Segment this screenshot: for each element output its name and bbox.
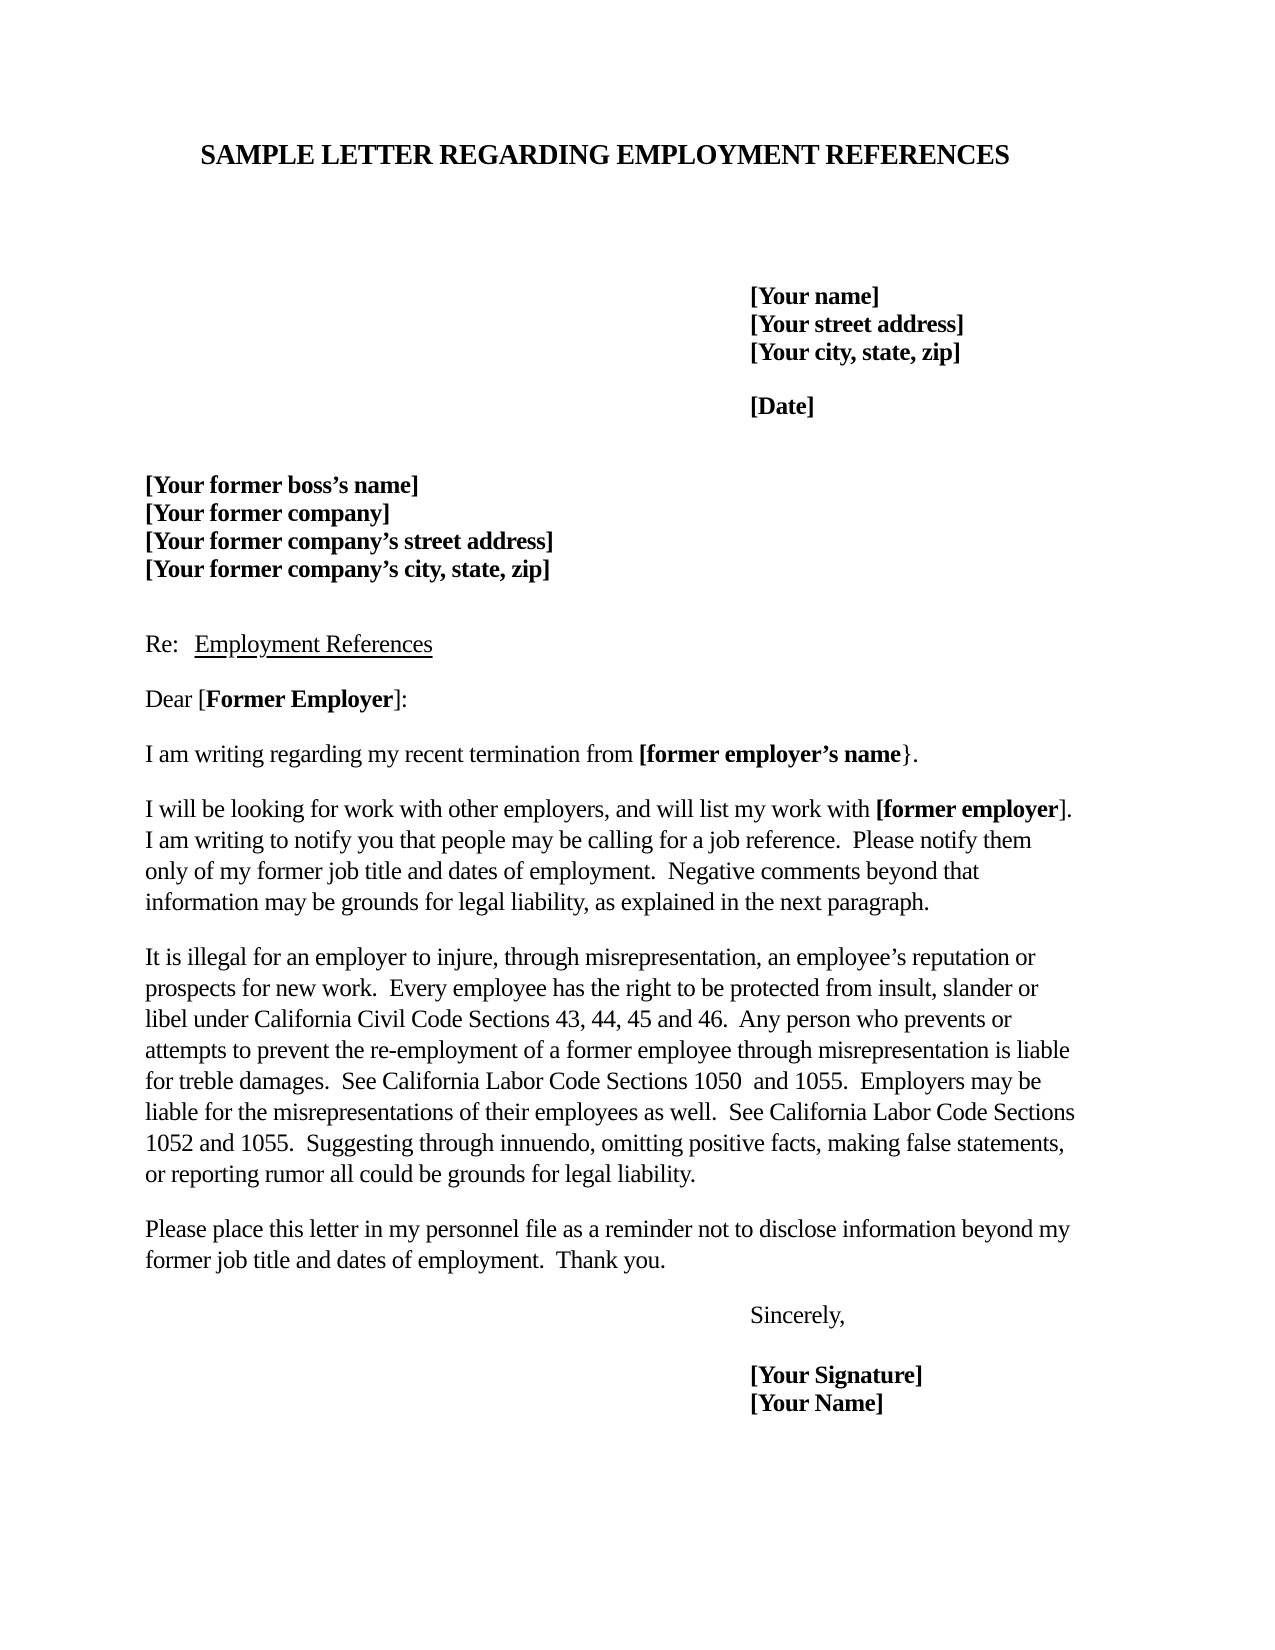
date-placeholder: [Date] [750,393,815,420]
sender-address-block [750,283,1275,367]
recipient-street: [Your former company’s street address] [145,528,554,555]
sender-name: [Your name] [750,283,880,310]
re-label: Re: [145,631,179,658]
recipient-company: [Your former company] [145,500,390,527]
re-subject: Employment References [194,631,433,658]
salutation-prefix: Dear [ [145,686,206,713]
reference-line [145,629,1275,660]
p1-text-end: }. [900,741,919,768]
p4-text: Please place this letter in my personnel file as a reminder not to disclose information beyond my former job title and dates of employment. Thank you. [145,1216,1076,1274]
valediction: Sincerely, [750,1302,846,1329]
sender-city-state-zip: [Your city, state, zip] [750,339,961,366]
p2-text: I will be looking for work with other employers, and will list my work with [145,796,876,823]
p2-bold-placeholder: [former employer [875,796,1059,823]
salutation-line [145,684,1275,715]
salutation-suffix: ]: [392,686,408,713]
recipient-address-block [145,472,1275,584]
sender-street: [Your street address] [750,311,964,338]
p3-text: It is illegal for an employer to injure, through misrepresentation, an employee’s reputation or prospects for new work. Every employee has the right to be protected from insult, slander or libel under California Civil Code Sections 43, 44, 45 and 46. Any person who prevents or attempts to prevent the re-employment of a former employee through misrepresentation is liable for treble damages. See California Labor Code Sections 1050 and 1055. Employers may be liable for the misrepresentations of their employees as well. See California Labor Code Sections 1052 and 1055. Suggesting through innuendo, omitting positive facts, making false statements, or reporting rumor all could be grounds for legal liability. [145,944,1081,1188]
paragraph-legal-liability [145,942,1080,1190]
signature-block [750,1362,1275,1418]
p1-text: I am writing regarding my recent termination from [145,741,639,768]
signature-placeholder: [Your Signature] [750,1362,923,1389]
p1-bold-placeholder: [former employer’s name [638,741,901,768]
recipient-city-state-zip: [Your former company’s city, state, zip] [145,556,550,583]
letter-title: SAMPLE LETTER REGARDING EMPLOYMENT REFERENCES [200,140,1010,171]
recipient-boss-name: [Your former boss’s name] [145,472,419,499]
paragraph-personnel-file [145,1214,1080,1276]
signature-name-placeholder: [Your Name] [750,1390,884,1417]
paragraph-termination [145,739,1080,770]
p2-text-end: ]. I am writing to notify you that people may be calling for a job reference. Please notify them only of my former job title and dates of employment. Negative comments beyond that information may be grounds for legal liability, as explained in the next paragraph. [145,796,1084,916]
salutation-employer: Former Employer [205,686,393,713]
paragraph-job-reference [145,794,1084,918]
